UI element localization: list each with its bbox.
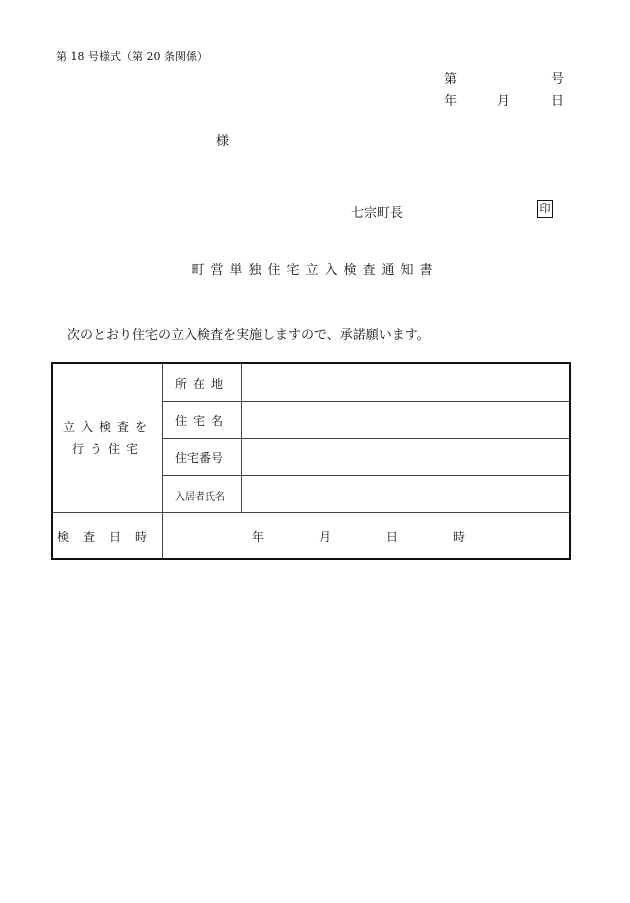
date-year-label: 年 xyxy=(444,94,458,109)
datetime-year-label: 年 xyxy=(252,530,265,544)
address-label: 所在地 xyxy=(175,377,230,391)
house-number-label: 住宅番号 xyxy=(175,451,224,465)
recipient-honorific: 様 xyxy=(216,134,230,149)
datetime-hour-label: 時 xyxy=(453,530,466,544)
sender-title: 七宗町長 xyxy=(351,206,404,221)
resident-name-label: 入居者氏名 xyxy=(175,492,225,503)
datetime-day-label: 日 xyxy=(386,530,399,544)
row-divider-2 xyxy=(163,438,569,439)
document-title: 町営単独住宅立入検査通知書 xyxy=(191,263,439,278)
form-number: 第 18 号様式（第 20 条関係） xyxy=(56,50,208,63)
date-day-label: 日 xyxy=(551,94,565,109)
seal-stamp: 印 xyxy=(537,200,553,218)
inspection-datetime-label: 検査日時 xyxy=(57,530,162,544)
row-divider-4 xyxy=(53,512,569,513)
row-divider-3 xyxy=(163,475,569,476)
group-label-line2: 行う住宅 xyxy=(71,442,144,456)
doc-number-label: 第 xyxy=(444,72,458,87)
row-divider-1 xyxy=(163,401,569,402)
house-name-label: 住宅名 xyxy=(175,414,230,428)
inspected-house-label xyxy=(63,416,153,460)
inspection-table xyxy=(51,362,571,560)
date-month-label: 月 xyxy=(497,94,511,109)
datetime-month-label: 月 xyxy=(319,530,332,544)
group-label-line1: 立入検査を xyxy=(63,420,154,434)
doc-number-suffix: 号 xyxy=(551,72,565,87)
intro-text: 次のとおり住宅の立入検査を実施しますので、承諾願います。 xyxy=(67,328,430,343)
table-divider-bottom xyxy=(162,512,163,558)
